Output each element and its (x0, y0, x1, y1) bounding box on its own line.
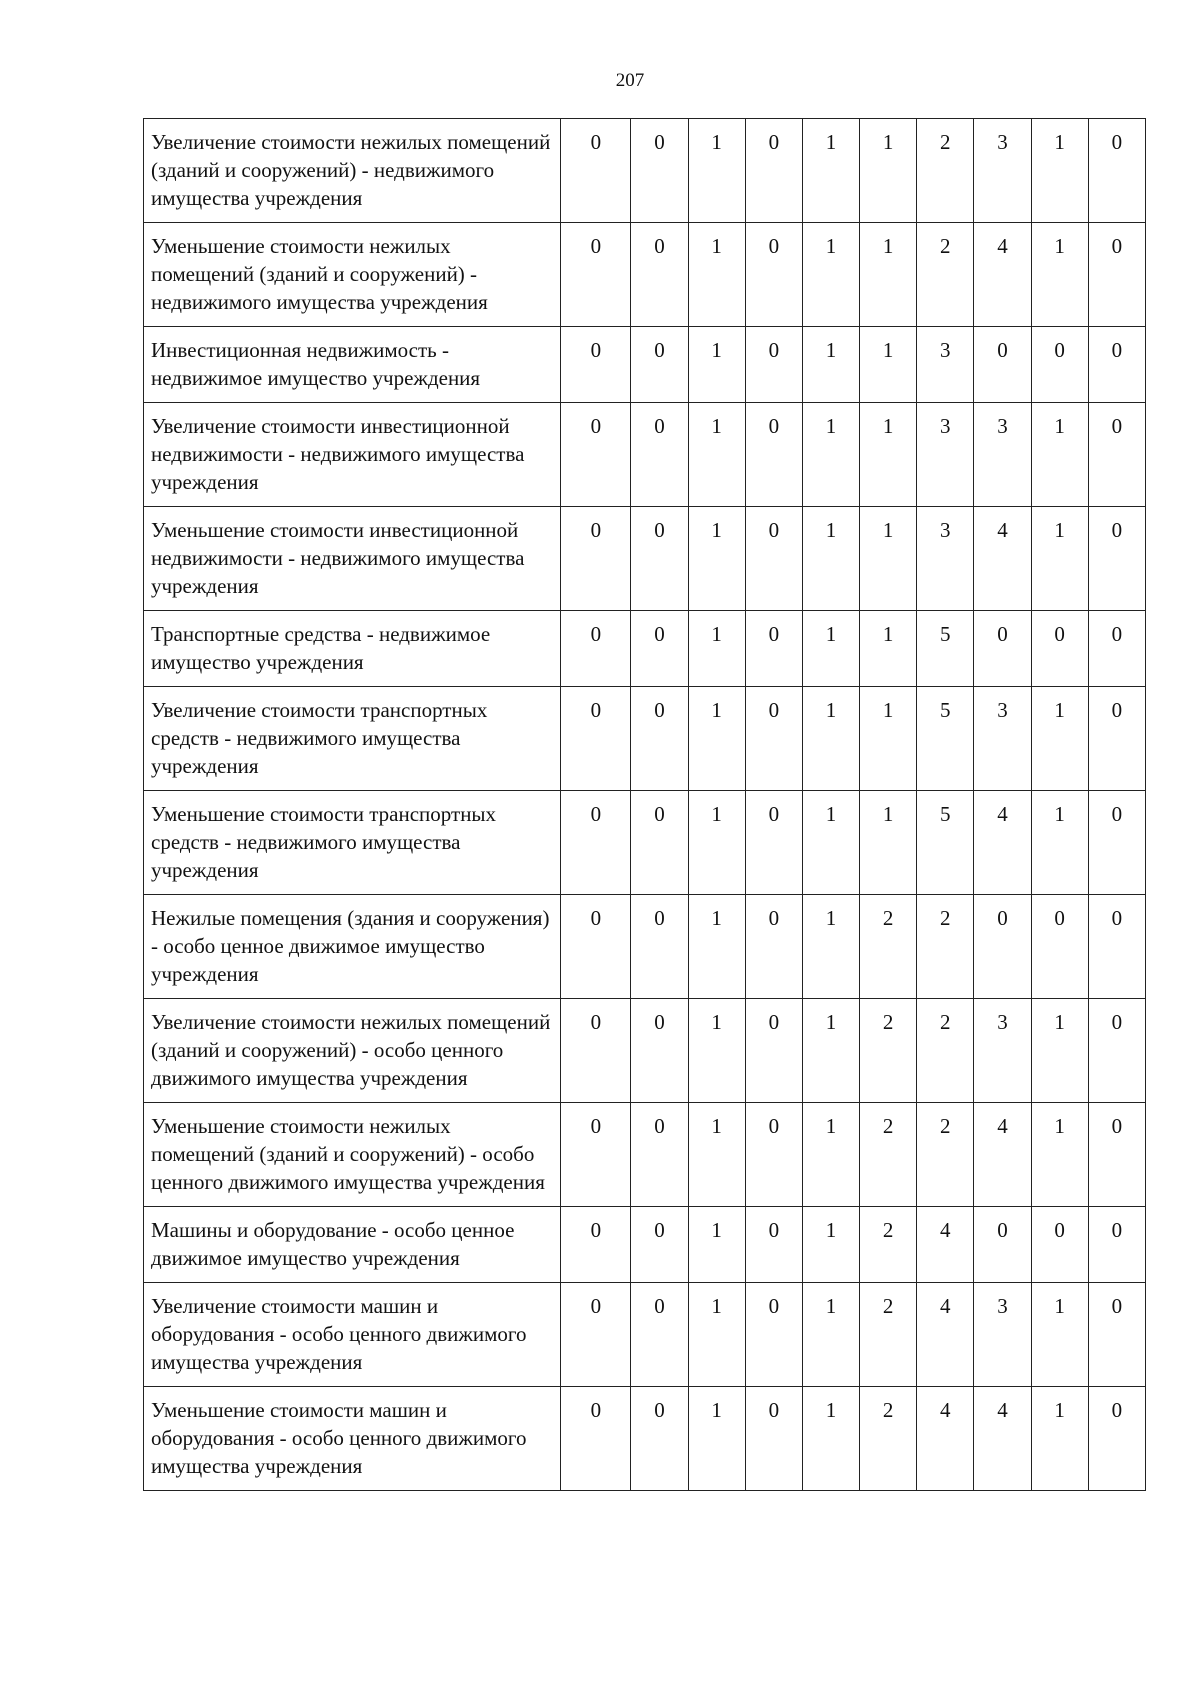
table-row (144, 999, 1146, 1103)
code-digit-cell: 1 (688, 1103, 745, 1207)
code-digit-cell: 0 (1031, 327, 1088, 403)
table-row (144, 1387, 1146, 1491)
row-label: Увеличение стоимости транспортных средств - недвижимого имущества учреждения (144, 687, 561, 791)
code-digit-cell: 2 (860, 895, 917, 999)
code-digit-cell: 1 (802, 1283, 859, 1387)
code-digit-cell: 0 (745, 223, 802, 327)
code-digit-cell: 0 (631, 327, 688, 403)
code-digit-cell: 1 (860, 327, 917, 403)
code-digit-cell: 1 (802, 791, 859, 895)
row-label: Инвестиционная недвижимость - недвижимое имущество учреждения (144, 327, 561, 403)
table-row (144, 1207, 1146, 1283)
code-digit-cell: 0 (745, 327, 802, 403)
code-digit-cell: 0 (631, 119, 688, 223)
row-label: Увеличение стоимости инвестиционной недвижимости - недвижимого имущества учреждения (144, 403, 561, 507)
code-digit-cell: 1 (688, 119, 745, 223)
code-digit-cell: 4 (917, 1387, 974, 1491)
code-digit-cell: 0 (631, 1283, 688, 1387)
code-digit-cell: 0 (745, 1283, 802, 1387)
code-digit-cell: 1 (688, 611, 745, 687)
code-digit-cell: 0 (561, 223, 631, 327)
code-digit-cell: 1 (688, 403, 745, 507)
code-digit-cell: 0 (1088, 611, 1145, 687)
table-row (144, 403, 1146, 507)
row-label: Нежилые помещения (здания и сооружения) - особо ценное движимое имущество учреждения (144, 895, 561, 999)
code-digit-cell: 0 (745, 791, 802, 895)
row-label: Увеличение стоимости нежилых помещений (зданий и сооружений) - недвижимого имущества учреждения (144, 119, 561, 223)
code-digit-cell: 1 (860, 687, 917, 791)
code-digit-cell: 1 (860, 611, 917, 687)
code-digit-cell: 0 (745, 403, 802, 507)
code-digit-cell: 1 (688, 791, 745, 895)
code-digit-cell: 1 (688, 1283, 745, 1387)
code-digit-cell: 0 (745, 1103, 802, 1207)
code-digit-cell: 0 (1088, 223, 1145, 327)
code-digit-cell: 3 (974, 403, 1031, 507)
code-digit-cell: 1 (860, 223, 917, 327)
code-digit-cell: 1 (802, 403, 859, 507)
code-digit-cell: 1 (802, 1103, 859, 1207)
code-digit-cell: 1 (688, 223, 745, 327)
code-digit-cell: 1 (802, 611, 859, 687)
code-digit-cell: 0 (745, 1387, 802, 1491)
code-digit-cell: 3 (974, 119, 1031, 223)
code-digit-cell: 1 (802, 119, 859, 223)
code-digit-cell: 2 (917, 999, 974, 1103)
code-digit-cell: 0 (974, 1207, 1031, 1283)
code-digit-cell: 0 (631, 1387, 688, 1491)
code-digit-cell: 2 (860, 1283, 917, 1387)
code-digit-cell: 4 (917, 1283, 974, 1387)
table-row (144, 1103, 1146, 1207)
table-row (144, 1283, 1146, 1387)
row-label: Уменьшение стоимости транспортных средств - недвижимого имущества учреждения (144, 791, 561, 895)
code-digit-cell: 0 (1088, 507, 1145, 611)
code-digit-cell: 2 (917, 1103, 974, 1207)
code-digit-cell: 4 (917, 1207, 974, 1283)
code-digit-cell: 3 (917, 327, 974, 403)
code-digit-cell: 4 (974, 507, 1031, 611)
code-digit-cell: 1 (802, 687, 859, 791)
code-digit-cell: 1 (802, 999, 859, 1103)
code-digit-cell: 0 (1088, 327, 1145, 403)
code-digit-cell: 0 (631, 1103, 688, 1207)
code-digit-cell: 1 (688, 687, 745, 791)
code-digit-cell: 0 (1088, 687, 1145, 791)
code-digit-cell: 1 (860, 791, 917, 895)
code-digit-cell: 0 (1031, 1207, 1088, 1283)
code-digit-cell: 1 (802, 895, 859, 999)
code-digit-cell: 0 (1031, 895, 1088, 999)
code-digit-cell: 3 (974, 687, 1031, 791)
code-digit-cell: 0 (561, 1207, 631, 1283)
code-digit-cell: 5 (917, 687, 974, 791)
code-digit-cell: 0 (631, 403, 688, 507)
code-digit-cell: 0 (631, 223, 688, 327)
code-digit-cell: 0 (1088, 1103, 1145, 1207)
row-label: Уменьшение стоимости инвестиционной недвижимости - недвижимого имущества учреждения (144, 507, 561, 611)
code-digit-cell: 0 (561, 895, 631, 999)
code-digit-cell: 1 (688, 1207, 745, 1283)
code-digit-cell: 0 (631, 999, 688, 1103)
row-label: Увеличение стоимости нежилых помещений (зданий и сооружений) - особо ценного движимого имущества учреждения (144, 999, 561, 1103)
table-row (144, 507, 1146, 611)
code-digit-cell: 4 (974, 223, 1031, 327)
code-digit-cell: 1 (1031, 1283, 1088, 1387)
code-digit-cell: 1 (688, 327, 745, 403)
code-digit-cell: 2 (860, 1103, 917, 1207)
code-digit-cell: 0 (561, 327, 631, 403)
table-body (144, 119, 1146, 1491)
code-digit-cell: 1 (688, 895, 745, 999)
row-label: Уменьшение стоимости машин и оборудования - особо ценного движимого имущества учреждения (144, 1387, 561, 1491)
table-row (144, 791, 1146, 895)
code-digit-cell: 0 (745, 999, 802, 1103)
code-digit-cell: 1 (860, 507, 917, 611)
code-digit-cell: 1 (860, 119, 917, 223)
code-digit-cell: 5 (917, 791, 974, 895)
code-digit-cell: 1 (688, 999, 745, 1103)
page-number: 207 (615, 70, 645, 91)
table-row (144, 223, 1146, 327)
code-digit-cell: 0 (631, 1207, 688, 1283)
code-digit-cell: 0 (745, 507, 802, 611)
code-digit-cell: 1 (1031, 403, 1088, 507)
code-digit-cell: 0 (561, 119, 631, 223)
code-digit-cell: 0 (631, 507, 688, 611)
code-digit-cell: 0 (745, 687, 802, 791)
code-digit-cell: 0 (1088, 895, 1145, 999)
code-digit-cell: 1 (1031, 119, 1088, 223)
row-label: Увеличение стоимости машин и оборудования - особо ценного движимого имущества учреждения (144, 1283, 561, 1387)
code-digit-cell: 1 (1031, 1103, 1088, 1207)
code-digit-cell: 1 (1031, 687, 1088, 791)
code-digit-cell: 0 (745, 611, 802, 687)
code-digit-cell: 1 (802, 1207, 859, 1283)
code-digit-cell: 4 (974, 791, 1031, 895)
code-digit-cell: 3 (974, 999, 1031, 1103)
code-digit-cell: 1 (802, 1387, 859, 1491)
table-row (144, 687, 1146, 791)
code-digit-cell: 0 (1088, 403, 1145, 507)
code-digit-cell: 0 (631, 895, 688, 999)
code-digit-cell: 0 (561, 403, 631, 507)
code-digit-cell: 4 (974, 1387, 1031, 1491)
code-digit-cell: 0 (974, 327, 1031, 403)
code-digit-cell: 1 (688, 1387, 745, 1491)
code-digit-cell: 3 (917, 507, 974, 611)
table-row (144, 895, 1146, 999)
code-digit-cell: 1 (1031, 791, 1088, 895)
code-digit-cell: 2 (917, 895, 974, 999)
code-digit-cell: 1 (802, 327, 859, 403)
code-digit-cell: 0 (561, 999, 631, 1103)
code-digit-cell: 1 (802, 507, 859, 611)
code-digit-cell: 2 (860, 1387, 917, 1491)
row-label: Уменьшение стоимости нежилых помещений (зданий и сооружений) - особо ценного движимого имущества учреждения (144, 1103, 561, 1207)
code-digit-cell: 1 (1031, 999, 1088, 1103)
table-row (144, 611, 1146, 687)
code-digit-cell: 3 (974, 1283, 1031, 1387)
code-digit-cell: 0 (1031, 611, 1088, 687)
code-digit-cell: 2 (860, 999, 917, 1103)
code-digit-cell: 0 (745, 1207, 802, 1283)
code-digit-cell: 0 (1088, 791, 1145, 895)
code-digit-cell: 0 (1088, 1387, 1145, 1491)
code-digit-cell: 0 (974, 611, 1031, 687)
code-digit-cell: 1 (802, 223, 859, 327)
code-digit-cell: 1 (1031, 1387, 1088, 1491)
code-digit-cell: 0 (631, 687, 688, 791)
code-digit-cell: 0 (1088, 999, 1145, 1103)
code-digit-cell: 5 (917, 611, 974, 687)
row-label: Машины и оборудование - особо ценное движимое имущество учреждения (144, 1207, 561, 1283)
code-digit-cell: 0 (561, 791, 631, 895)
code-digit-cell: 1 (860, 403, 917, 507)
code-digit-cell: 3 (917, 403, 974, 507)
code-digit-cell: 0 (745, 895, 802, 999)
code-digit-cell: 0 (561, 687, 631, 791)
code-digit-cell: 0 (631, 611, 688, 687)
code-digit-cell: 0 (561, 611, 631, 687)
table-row (144, 119, 1146, 223)
code-digit-cell: 0 (974, 895, 1031, 999)
code-digit-cell: 0 (745, 119, 802, 223)
code-digit-cell: 4 (974, 1103, 1031, 1207)
code-digit-cell: 2 (917, 223, 974, 327)
code-digit-cell: 0 (1088, 1283, 1145, 1387)
code-digit-cell: 0 (561, 507, 631, 611)
code-digit-cell: 1 (688, 507, 745, 611)
table-row (144, 327, 1146, 403)
account-codes-table (143, 118, 1146, 1491)
code-digit-cell: 0 (631, 791, 688, 895)
row-label: Уменьшение стоимости нежилых помещений (зданий и сооружений) - недвижимого имущества учреждения (144, 223, 561, 327)
code-digit-cell: 2 (860, 1207, 917, 1283)
row-label: Транспортные средства - недвижимое имущество учреждения (144, 611, 561, 687)
code-digit-cell: 0 (1088, 1207, 1145, 1283)
code-digit-cell: 0 (561, 1103, 631, 1207)
code-digit-cell: 0 (561, 1283, 631, 1387)
code-digit-cell: 0 (1088, 119, 1145, 223)
code-digit-cell: 0 (561, 1387, 631, 1491)
code-digit-cell: 2 (917, 119, 974, 223)
code-digit-cell: 1 (1031, 507, 1088, 611)
code-digit-cell: 1 (1031, 223, 1088, 327)
